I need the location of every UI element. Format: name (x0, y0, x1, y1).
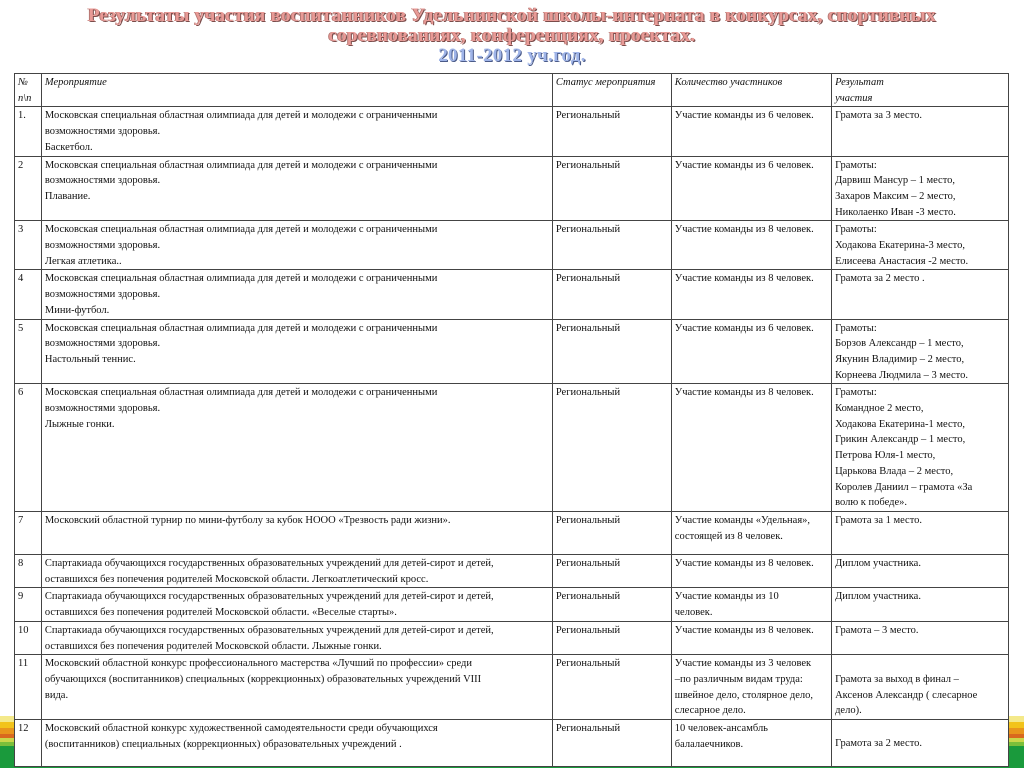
row-number: 1. (15, 107, 42, 156)
table-row (15, 720, 1009, 767)
row-result: Грамота за 2 место. (832, 720, 1009, 767)
row-participants: Участие команды из 3 человек –по различным видам труда: швейное дело, столярное дело, слесарное дело. (671, 655, 831, 720)
row-status: Региональный (552, 107, 671, 156)
row-result: Грамота за выход в финал – Аксенов Александр ( слесарное дело). (832, 655, 1009, 720)
row-number: 8 (15, 554, 42, 587)
header-number: № п\п (15, 74, 42, 107)
row-event: Московская специальная областная олимпиада для детей и молодежи с ограниченными возможностями здоровья. Настольный теннис. (41, 319, 552, 384)
row-participants: Участие команды из 8 человек. (671, 554, 831, 587)
row-number: 3 (15, 221, 42, 270)
row-participants: Участие команды из 10 человек. (671, 588, 831, 621)
table-row (15, 270, 1009, 319)
row-number: 12 (15, 720, 42, 767)
row-event: Спартакиада обучающихся государственных образовательных учреждений для детей-сирот и детей, оставшихся без попечения родителей Московской области. Легкоатлетический кросс. (41, 554, 552, 587)
row-number: 4 (15, 270, 42, 319)
row-status: Региональный (552, 655, 671, 720)
row-number: 7 (15, 511, 42, 554)
table-row (15, 107, 1009, 156)
row-participants: Участие команды из 6 человек. (671, 156, 831, 221)
row-result: Грамоты: Борзов Александр – 1 место, Якунин Владимир – 2 место, Корнеева Людмила – 3 место. (832, 319, 1009, 384)
row-status: Региональный (552, 621, 671, 654)
row-participants: Участие команды из 8 человек. (671, 621, 831, 654)
row-participants: Участие команды «Удельная», состоящей из 8 человек. (671, 511, 831, 554)
row-event: Московская специальная областная олимпиада для детей и молодежи с ограниченными возможностями здоровья. Лыжные гонки. (41, 384, 552, 512)
table-header-row (15, 74, 1009, 107)
table-row (15, 511, 1009, 554)
row-result: Грамота за 1 место. (832, 511, 1009, 554)
row-event: Московская специальная областная олимпиада для детей и молодежи с ограниченными возможностями здоровья. Баскетбол. (41, 107, 552, 156)
row-event: Спартакиада обучающихся государственных образовательных учреждений для детей-сирот и детей, оставшихся без попечения родителей Московской области. «Веселые старты». (41, 588, 552, 621)
row-result: Грамота за 2 место . (832, 270, 1009, 319)
row-status: Региональный (552, 221, 671, 270)
table-row (15, 621, 1009, 654)
row-event: Московская специальная областная олимпиада для детей и молодежи с ограниченными возможностями здоровья. Плавание. (41, 156, 552, 221)
header-participants: Количество участников (671, 74, 831, 107)
page-title (0, 6, 1024, 66)
row-number: 6 (15, 384, 42, 512)
table-row (15, 319, 1009, 384)
row-event: Спартакиада обучающихся государственных образовательных учреждений для детей-сирот и детей, оставшихся без попечения родителей Московской области. Лыжные гонки. (41, 621, 552, 654)
results-table (14, 73, 1009, 767)
header-result: Результат участия (832, 74, 1009, 107)
header-status: Статус мероприятия (552, 74, 671, 107)
row-participants: Участие команды из 8 человек. (671, 221, 831, 270)
table-row (15, 156, 1009, 221)
title-year: 2011-2012 уч.год. (438, 45, 586, 66)
row-event: Московская специальная областная олимпиада для детей и молодежи с ограниченными возможностями здоровья. Мини-футбол. (41, 270, 552, 319)
row-status: Региональный (552, 384, 671, 512)
row-participants: Участие команды из 6 человек. (671, 107, 831, 156)
row-number: 9 (15, 588, 42, 621)
row-status: Региональный (552, 588, 671, 621)
row-number: 10 (15, 621, 42, 654)
row-result: Грамота – 3 место. (832, 621, 1009, 654)
table-row (15, 554, 1009, 587)
title-line-1: Результаты участия воспитанников Удельнинской школы-интерната в конкурсах, спортивных (87, 5, 936, 26)
row-event: Московский областной конкурс художественной самодеятельности среди обучающихся (воспитанников) специальных (коррекционных) образовательных учреждений . (41, 720, 552, 767)
row-status: Региональный (552, 156, 671, 221)
table-row (15, 384, 1009, 512)
table-row (15, 655, 1009, 720)
row-result: Грамоты: Ходакова Екатерина-3 место, Елисеева Анастасия -2 место. (832, 221, 1009, 270)
title-line-2: соревнованиях, конференциях, проектах. (328, 25, 696, 46)
row-number: 2 (15, 156, 42, 221)
row-result: Диплом участника. (832, 554, 1009, 587)
row-status: Региональный (552, 270, 671, 319)
row-event: Московская специальная областная олимпиада для детей и молодежи с ограниченными возможностями здоровья. Легкая атлетика.. (41, 221, 552, 270)
row-result: Диплом участника. (832, 588, 1009, 621)
row-participants: Участие команды из 8 человек. (671, 384, 831, 512)
row-participants: Участие команды из 6 человек. (671, 319, 831, 384)
row-status: Региональный (552, 511, 671, 554)
header-event: Мероприятие (41, 74, 552, 107)
row-number: 11 (15, 655, 42, 720)
row-result: Грамота за 3 место. (832, 107, 1009, 156)
row-participants: Участие команды из 8 человек. (671, 270, 831, 319)
row-event: Московский областной турнир по мини-футболу за кубок НООО «Трезвость ради жизни». (41, 511, 552, 554)
row-participants: 10 человек-ансамбль балалаечников. (671, 720, 831, 767)
table-row (15, 221, 1009, 270)
row-status: Региональный (552, 319, 671, 384)
row-result: Грамоты: Дарвиш Мансур – 1 место, Захаров Максим – 2 место, Николаенко Иван -3 место. (832, 156, 1009, 221)
row-event: Московский областной конкурс профессионального мастерства «Лучший по профессии» среди обучающихся (воспитанников) специальных (коррекционных) образовательных учреждений VIII вида. (41, 655, 552, 720)
table-row (15, 588, 1009, 621)
row-result: Грамоты: Командное 2 место, Ходакова Екатерина-1 место, Грикин Александр – 1 место, Петрова Юля-1 место, Царькова Влада – 2 место, Королев Даниил – грамота «За волю к победе». (832, 384, 1009, 512)
row-number: 5 (15, 319, 42, 384)
row-status: Региональный (552, 554, 671, 587)
row-status: Региональный (552, 720, 671, 767)
